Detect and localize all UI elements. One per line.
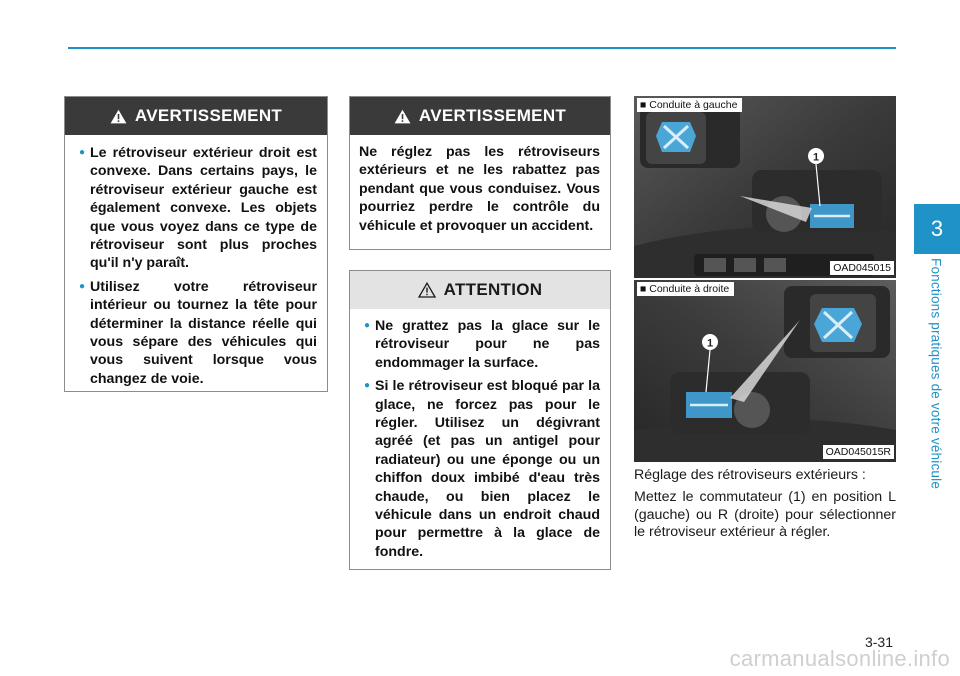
figure-right-hand-drive (634, 280, 896, 462)
figure-code: OAD045015 (830, 261, 894, 275)
warning-title: AVERTISSEMENT (134, 106, 283, 125)
callout-number: 1 (812, 151, 820, 164)
attention-item: ● Ne grattez pas la glace sur le rétroviseur pour ne pas endommager la surface. (364, 317, 600, 372)
attention-header (350, 271, 610, 309)
figure-label: ■ Conduite à droite (637, 282, 734, 296)
chapter-tab: 3 (914, 204, 960, 254)
figure-left-hand-drive (634, 96, 896, 278)
warning-body (65, 135, 327, 401)
top-rule (68, 47, 896, 49)
warning-triangle-icon (110, 109, 127, 124)
instructions-text: Mettez le commutateur (1) en position L (gauche) ou R (droite) pour sélectionner le rétroviseur extérieur à régler. (634, 489, 896, 540)
warning-item: ● Le rétroviseur extérieur droit est convexe. Dans certains pays, le rétroviseur extérieur gauche est également convexe. Les objets que vous voyez dans ce type de rétroviseur sont plus proches qu'il n'y paraît. (79, 144, 317, 273)
page-number: 3-31 (864, 634, 893, 650)
instructions-heading: Réglage des rétroviseurs extérieurs : (634, 467, 866, 483)
attention-item: ● Si le rétroviseur est bloqué par la glace, ne forcez pas pour le régler. Utilisez un dégivrant agréé (et pas un antigel pour radiateur) ou une éponge ou un chiffon doux imbibé d'eau très chaude, ou bien placez le véhicule dans un endroit chaud pour permettre à la glace de fondre. (364, 377, 600, 561)
attention-box (349, 270, 611, 570)
warning-header (350, 97, 610, 135)
mirror-switch-photo (634, 280, 896, 462)
watermark: carmanualsonline.info (729, 646, 950, 671)
warning-text: Ne réglez pas les rétroviseurs extérieurs et ne les rabattez pas pendant que vous conduisez. Vous pourriez perdre le contrôle du véhicule et provoquer un accident. (359, 144, 600, 234)
warning-header (65, 97, 327, 135)
warning-title: AVERTISSEMENT (418, 106, 567, 125)
attention-body (350, 309, 610, 574)
warning-box-left (64, 96, 328, 392)
caution-triangle-icon (418, 282, 436, 298)
chapter-title: Fonctions pratiques de votre véhicule (928, 258, 944, 490)
attention-title: ATTENTION (443, 280, 543, 299)
warning-item: ● Utilisez votre rétroviseur intérieur ou tournez la tête pour déterminer la distance réelle qui vous sépare des véhicules qui vous suivent lorsque vous changez de voie. (79, 278, 317, 388)
mirror-switch-photo (634, 96, 896, 278)
warning-box-middle (349, 96, 611, 250)
figure-code: OAD045015R (823, 445, 894, 459)
figure-label: ■ Conduite à gauche (637, 98, 742, 112)
callout-number: 1 (706, 337, 714, 350)
warning-triangle-icon (394, 109, 411, 124)
warning-body (350, 135, 610, 243)
